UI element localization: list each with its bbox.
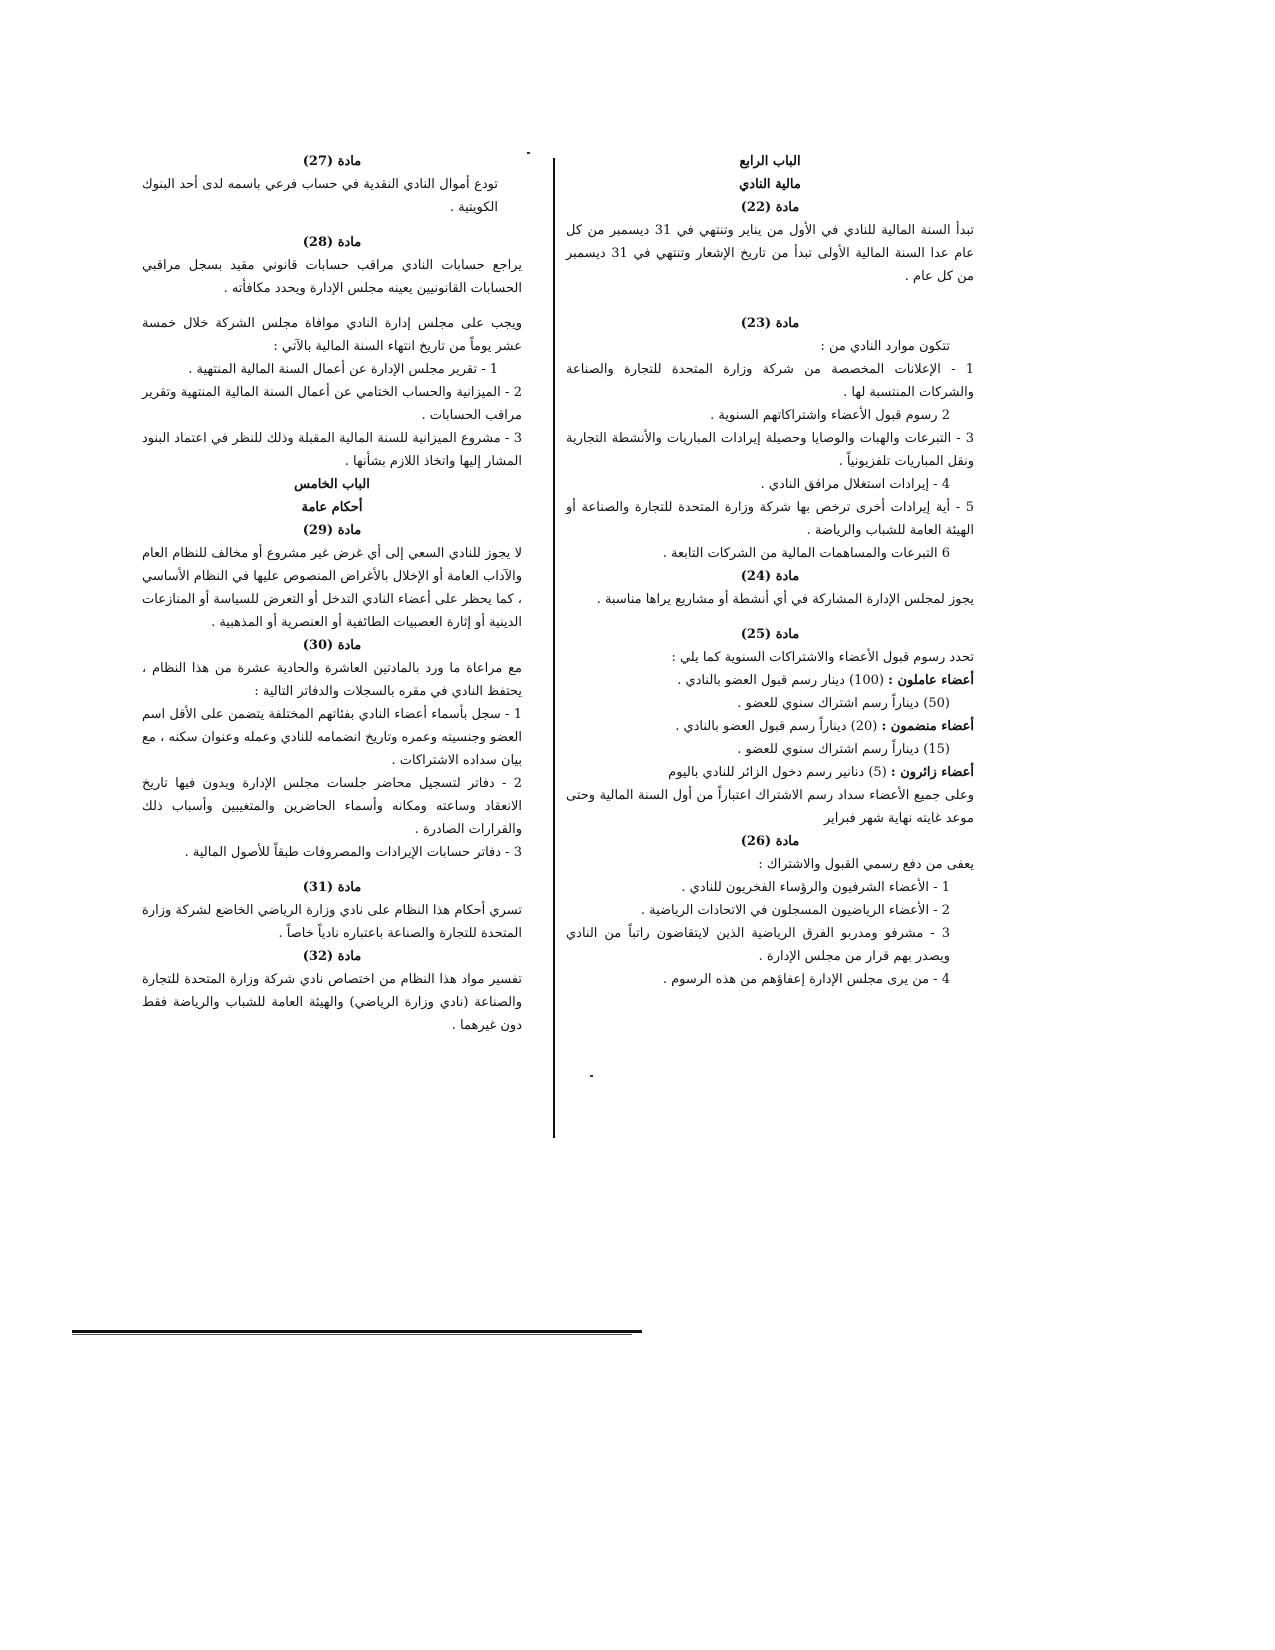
article-32-text: تفسير مواد هذا النظام من اختصاص نادي شركة وزارة المتحدة للتجارة والصناعة (نادي وزارة الرياضي) والهيئة العامة للشباب والرياضة فقط دون غيرهما . [142, 972, 522, 1033]
fee-label: أعضاء عاملون : [888, 673, 974, 688]
article-23-item: 4 - إيرادات استغلال مرافق النادي . [760, 477, 950, 492]
scan-speck [590, 1075, 593, 1077]
article-25-title: مادة (25) [740, 627, 800, 642]
article-28-item: 2 - الميزانية والحساب الختامي عن أعمال السنة المالية المنتهية وتقرير مراقب الحسابات . [142, 385, 522, 423]
article-25-intro: تحدد رسوم قبول الأعضاء والاشتراكات السنوية كما يلي : [671, 650, 974, 665]
article-28-title: مادة (28) [302, 235, 362, 250]
article-26-item: 1 - الأعضاء الشرفيون والرؤساء الفخريون للنادي . [681, 880, 950, 895]
article-30-item: 2 - دفاتر لتسجيل محاضر جلسات مجلس الإدارة ويدون فيها تاريخ الانعقاد وساعته ومكانه وأسماء الحاضرين والمتغيبين وأسباب ذلك والقرارات الصادرة . [142, 776, 522, 837]
article-22-title: مادة (22) [740, 200, 800, 215]
article-24-text: يجوز لمجلس الإدارة المشاركة في أي أنشطة أو مشاريع يراها مناسبة . [596, 592, 974, 607]
fee-visitor-members [566, 761, 974, 784]
article-23-item: 1 - الإعلانات المخصصة من شركة وزارة المتحدة للتجارة والصناعة والشركات المنتسبة لها . [566, 362, 974, 400]
article-26-item: 3 - مشرفو ومدربو الفرق الرياضية الذين لايتقاضون راتباً من النادي ويصدر بهم قرار من مجلس الإدارة . [566, 926, 950, 964]
article-28-p2: ويجب على مجلس إدارة النادي موافاة مجلس الشركة خلال خمسة عشر يوماً من تاريخ انتهاء السنة المالية بالآتي : [142, 316, 522, 354]
chapter-title: أحكام عامة [301, 500, 363, 515]
article-25-closing: وعلى جميع الأعضاء سداد رسم الاشتراك اعتباراً من أول السنة المالية وحتى موعد غايته نهاية شهر فبراير [566, 788, 974, 826]
left-column [142, 150, 522, 1037]
article-26-title: مادة (26) [740, 834, 800, 849]
article-28-item: 3 - مشروع الميزانية للسنة المالية المقبلة وذلك للنظر في اعتماد البنود المشار إليها واتخاذ اللازم بشأنها . [142, 431, 522, 469]
article-23-intro: تتكون موارد النادي من : [820, 339, 950, 354]
fee-label: أعضاء منضمون : [881, 719, 974, 734]
article-24-title: مادة (24) [740, 569, 800, 584]
article-26-item: 4 - من يرى مجلس الإدارة إعفاؤهم من هذه الرسوم . [662, 972, 950, 987]
article-31-title: مادة (31) [302, 880, 362, 895]
fee-label: أعضاء زائرون : [890, 765, 974, 780]
column-divider [553, 158, 555, 1138]
fee-value: (5) دنانير رسم دخول الزائر للنادي باليوم [668, 765, 887, 780]
article-32-title: مادة (32) [302, 949, 362, 964]
article-29-title: مادة (29) [302, 523, 362, 538]
chapter-heading: الباب الخامس [294, 477, 370, 492]
article-28-item: 1 - تقرير مجلس الإدارة عن أعمال السنة المالية المنتهية . [188, 362, 498, 377]
article-23-item: 6 التبرعات والمساهمات المالية من الشركات التابعة . [662, 546, 950, 561]
article-30-intro: مع مراعاة ما ورد بالمادتين العاشرة والحادية عشرة من هذا النظام ، يحتفظ النادي في مقره بالسجلات والدفاتر التالية : [142, 661, 522, 699]
fee-working-annual: (50) ديناراً رسم اشتراك سنوي للعضو . [737, 696, 950, 711]
article-30-item: 1 - سجل بأسماء أعضاء النادي بفئاتهم المختلفة يتضمن على الأقل اسم العضو وجنسيته وعمره وتاريخ انضمامه للنادي وعمله وعنوان سكنه ، مع بيان سداده الاشتراكات . [142, 707, 522, 768]
fee-value: (100) دينار رسم قبول العضو بالنادي . [677, 673, 885, 688]
article-27-title: مادة (27) [302, 154, 362, 169]
article-30-item: 3 - دفاتر حسابات الإيرادات والمصروفات طبقاً للأصول المالية . [184, 845, 522, 860]
chapter-heading: الباب الرابع [739, 154, 801, 169]
chapter-title: مالية النادي [739, 177, 801, 192]
fee-joined-annual: (15) ديناراً رسم اشتراك سنوي للعضو . [737, 742, 950, 757]
bottom-rule [72, 1330, 642, 1333]
scan-speck [527, 152, 530, 154]
bottom-rule-shadow [72, 1334, 632, 1335]
article-23-title: مادة (23) [740, 316, 800, 331]
article-28-p1: يراجع حسابات النادي مراقب حسابات قانوني مقيد بسجل مراقبي الحسابات القانونيين يعينه مجلس الإدارة ويحدد مكافأته . [142, 258, 522, 296]
article-23-item: 3 - التبرعات والهبات والوصايا وحصيلة إيرادات المباريات والأنشطة التجارية ونقل المباريات تلفزيونياً . [566, 431, 974, 469]
article-23-item: 2 رسوم قبول الأعضاء واشتراكاتهم السنوية . [710, 408, 950, 423]
right-column [566, 150, 974, 991]
article-26-item: 2 - الأعضاء الرياضيون المسجلون في الاتحادات الرياضية . [640, 903, 950, 918]
fee-joined-members [566, 715, 974, 738]
article-23-item: 5 - أية إيرادات أخرى ترخص بها شركة وزارة المتحدة للتجارة والصناعة أو الهيئة العامة للشباب والرياضة . [566, 500, 974, 538]
article-30-title: مادة (30) [302, 638, 362, 653]
fee-value: (20) ديناراً رسم قبول العضو بالنادي . [675, 719, 878, 734]
article-26-intro: يعفى من دفع رسمي القبول والاشتراك : [758, 857, 974, 872]
fee-working-members [566, 669, 974, 692]
article-22-text: تبدأ السنة المالية للنادي في الأول من يناير وتنتهي في 31 ديسمبر من كل عام عدا السنة المالية الأولى تبدأ من تاريخ الإشعار وتنتهي في 31 ديسمبر من كل عام . [566, 223, 975, 284]
article-27-text: تودع أموال النادي النقدية في حساب فرعي باسمه لدى أحد البنوك الكويتية . [142, 177, 498, 215]
article-29-text: لا يجوز للنادي السعي إلى أي غرض غير مشروع أو مخالف للنظام العام والآداب العامة أو الإخلال بالأغراض المنصوص عليها في النظام الأساسي ، كما يحظر على أعضاء النادي التدخل أو التعرض للسياسة أو المنازعات الدينية أو إثارة العصبيات الطائفية أو العنصرية أو المذهبية . [142, 546, 522, 630]
article-31-text: تسري أحكام هذا النظام على نادي وزارة الرياضي الخاضع لشركة وزارة المتحدة للتجارة والصناعة باعتباره نادياً خاصاً . [142, 903, 522, 941]
